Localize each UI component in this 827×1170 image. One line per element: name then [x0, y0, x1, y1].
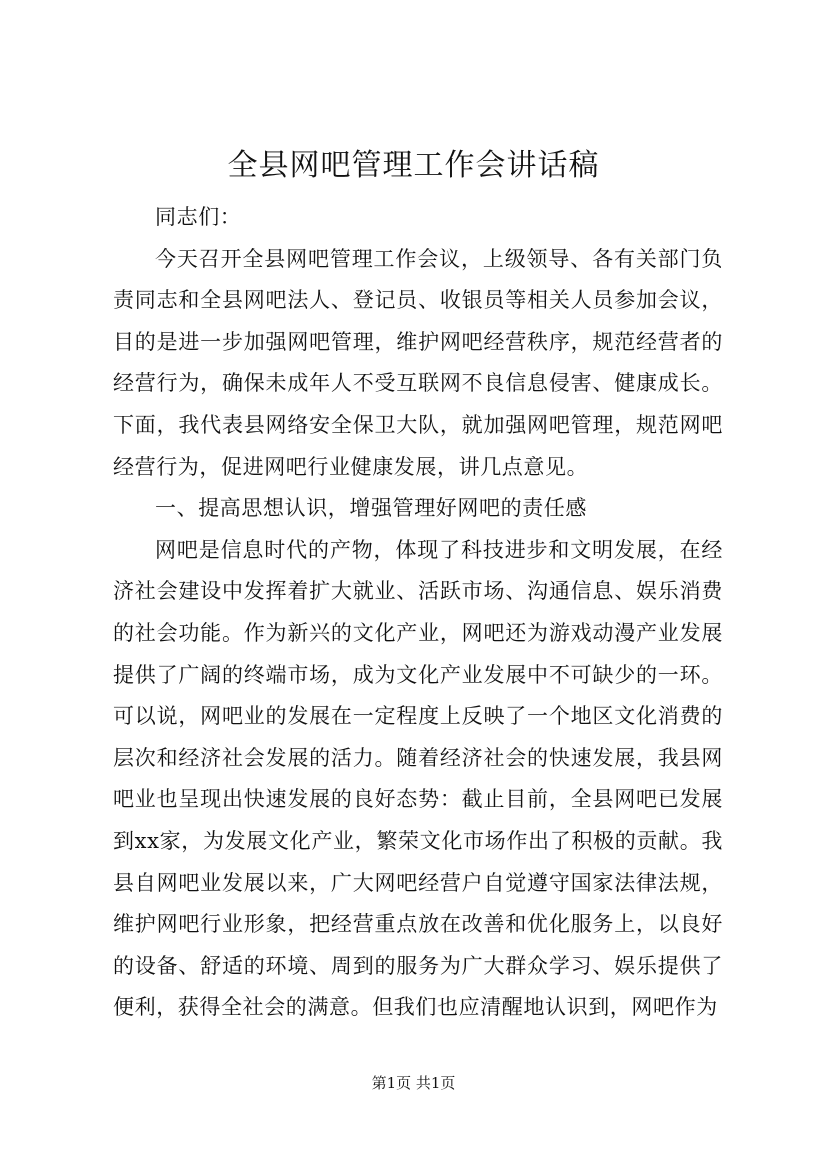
- page-footer: 第1页 共1页: [371, 1074, 456, 1092]
- section-heading-1: 一、提高思想认识，增强管理好网吧的责任感: [155, 496, 587, 521]
- document-body: [113, 197, 723, 1029]
- paragraph-section-1: 网吧是信息时代的产物，体现了科技进步和文明发展，在经济社会建设中发挥着扩大就业、活跃市场、沟通信息、娱乐消费的社会功能。作为新兴的文化产业，网吧还为游戏动漫产业发展提供了广阔的终端市场，成为文化产业发展中不可缺少的一环。可以说，网吧业的发展在一定程度上反映了一个地区文化消费的层次和经济社会发展的活力。随着经济社会的快速发展，我县网吧业也呈现出快速发展的良好态势：截止目前，全县网吧已发展到xx家，为发展文化产业，繁荣文化市场作出了积极的贡献。我县自网吧业发展以来，广大网吧经营户自觉遵守国家法律法规，维护网吧行业形象，把经营重点放在改善和优化服务上，以良好的设备、舒适的环境、周到的服务为广大群众学习、娱乐提供了便利，获得全社会的满意。但我们也应清醒地认识到，网吧作为: [113, 537, 723, 1020]
- document-title: 全县网吧管理工作会讲话稿: [227, 148, 600, 183]
- paragraph-intro: 今天召开全县网吧管理工作会议，上级领导、各有关部门负责同志和全县网吧法人、登记员、收银员等相关人员参加会议，目的是进一步加强网吧管理，维护网吧经营秩序，规范经营者的经营行为，确保未成年人不受互联网不良信息侵害、健康成长。下面，我代表县网络安全保卫大队，就加强网吧管理，规范网吧经营行为，促进网吧行业健康发展，讲几点意见。: [113, 246, 723, 479]
- salutation: 同志们：: [155, 205, 242, 229]
